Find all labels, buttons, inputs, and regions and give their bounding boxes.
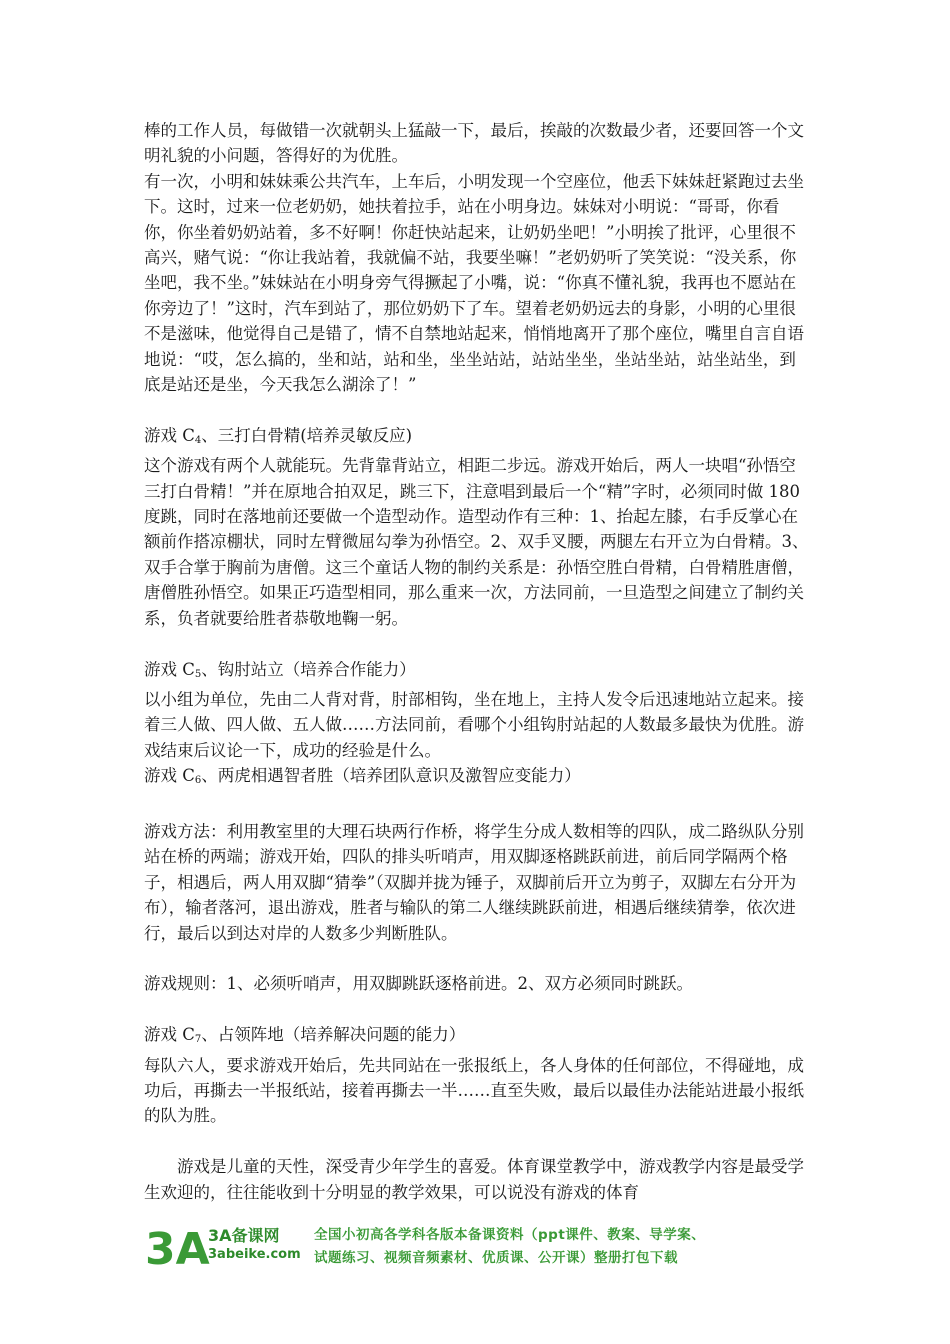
svg-text:3A: 3A (145, 1224, 210, 1275)
heading-prefix: 游戏 C (144, 659, 195, 679)
body-text (144, 118, 809, 1205)
promo-line-1: 全国小初高各学科各版本备课资料（ppt课件、教案、导学案、 (314, 1227, 706, 1243)
paragraph: 棒的工作人员，每做错一次就朝头上猛敲一下，最后，挨敲的次数最少者，还要回答一个文明礼貌的小问题，答得好的为优胜。 (144, 121, 804, 166)
game-heading (144, 423, 809, 453)
paragraph: 每队六人，要求游戏开始后，先共同站在一张报纸上，各人身体的任何部位，不得碰地，成功后，再撕去一半报纸站，接着再撕去一半……直至失败，最后以最佳办法能站进最小报纸的队为胜。 (144, 1055, 804, 1126)
heading-subscript: 7 (194, 1034, 202, 1046)
heading-prefix: 游戏 C (144, 766, 195, 786)
paragraph: 游戏是儿童的天性，深受青少年学生的喜爱。体育课堂教学中，游戏教学内容是最受学生欢迎的，往往能收到十分明显的教学效果，可以说没有游戏的体育 (144, 1157, 804, 1202)
heading-title: 、钩肘站立（培养合作能力） (201, 659, 416, 679)
logo-3a-icon (144, 1222, 210, 1275)
footer-banner (144, 1222, 824, 1274)
paragraph: 游戏方法：利用教室里的大理石块两行作桥，将学生分成人数相等的四队，成二路纵队分别站在桥的两端；游戏开始，四队的排头听哨声，用双脚逐格跳跃前进，前后同学隔两个格子，相遇后，两人用双脚“猜拳”（双脚并拢为锤子，双脚前后开立为剪子，双脚左右分开为布），输者落河，退出游戏，胜者与输队的第二人继续跳跃前进，相遇后继续猜拳，依次进行，最后以到达对岸的人数多少判断胜队。 (144, 821, 804, 943)
paragraph: 以小组为单位，先由二人背对背，肘部相钩，坐在地上，主持人发令后迅速地站立起来。接着三人做、四人做、五人做……方法同前，看哪个小组钩肘站起的人数最多最快为优胜。游戏结束后议论一下，成功的经验是什么。 (144, 689, 804, 760)
logo-name: 3A备课网 (208, 1226, 280, 1245)
paragraph: 这个游戏有两个人就能玩。先背靠背站立，相距二步远。游戏开始后，两人一块唱“孙悟空三打白骨精！”并在原地合拍双足，跳三下，注意唱到最后一个“精”字时，必须同时做 180 度跳，同时在落地前还要做一个造型动作。造型动作有三种：1、抬起左膝，右手反掌心在额前作搭凉棚状，同时左臂微屈勾拳为孙悟空。2、双手叉腰，两腿左右开立为白骨精。3、双手合掌于胸前为唐僧。这三个童话人物的制约关系是：孙悟空胜白骨精，白骨精胜唐僧，唐僧胜孙悟空。如果正巧造型相同，那么重来一次，方法同前，一旦造型之间建立了制约关系，负者就要给胜者恭敬地鞠一躬。 (144, 456, 809, 628)
paragraph-gap (144, 946, 809, 971)
game-heading (144, 657, 809, 687)
heading-title: 、两虎相遇智者胜（培养团队意识及激智应变能力） (201, 766, 581, 786)
promo-line-2: 试题练习、视频音频素材、优质课、公开课）整册打包下载 (314, 1250, 678, 1266)
paragraph-gap (144, 1129, 809, 1154)
heading-prefix: 游戏 C (144, 1025, 195, 1045)
heading-prefix: 游戏 C (144, 425, 195, 445)
paragraph-gap (144, 631, 809, 656)
heading-title: 、三打白骨精(培养灵敏反应) (201, 425, 413, 445)
paragraph-gap (144, 997, 809, 1022)
heading-subscript: 4 (194, 434, 202, 446)
logo-url: 3abeike.com (208, 1247, 301, 1262)
paragraph-gap (144, 397, 809, 422)
paragraph-gap (144, 794, 809, 819)
heading-subscript: 6 (194, 775, 202, 787)
heading-subscript: 5 (194, 668, 202, 680)
logo-text (208, 1226, 303, 1264)
heading-title: 、占领阵地（培养解决问题的能力） (201, 1025, 466, 1045)
paragraph: 游戏规则：1、必须听哨声，用双脚跳跃逐格前进。2、双方必须同时跳跃。 (144, 974, 693, 994)
promo-text (314, 1224, 834, 1270)
game-heading (144, 763, 809, 793)
paragraph: 有一次，小明和妹妹乘公共汽车，上车后，小明发现一个空座位，他丢下妹妹赶紧跑过去坐下。这时，过来一位老奶奶，她扶着拉手，站在小明身边。妹妹对小明说：“哥哥，你看你，你坐着奶奶站着，多不好啊！你赶快站起来，让奶奶坐吧！”小明挨了批评，心里很不高兴，赌气说：“你让我站着，我就偏不站，我要坐嘛！”老奶奶听了笑笑说：“没关系，你坐吧，我不坐。”妹妹站在小明身旁气得撅起了小嘴，说：“你真不懂礼貌，我再也不愿站在你旁边了！”这时，汽车到站了，那位奶奶下了车。望着老奶奶远去的身影，小明的心里很不是滋味，他觉得自己是错了，情不自禁地站起来，悄悄地离开了那个座位，嘴里自言自语地说：“哎，怎么搞的，坐和站，站和坐，坐坐站站，站站坐坐，坐站坐站，站坐站坐，到底是站还是坐，今天我怎么湖涂了！” (144, 171, 804, 395)
game-heading (144, 1022, 809, 1052)
